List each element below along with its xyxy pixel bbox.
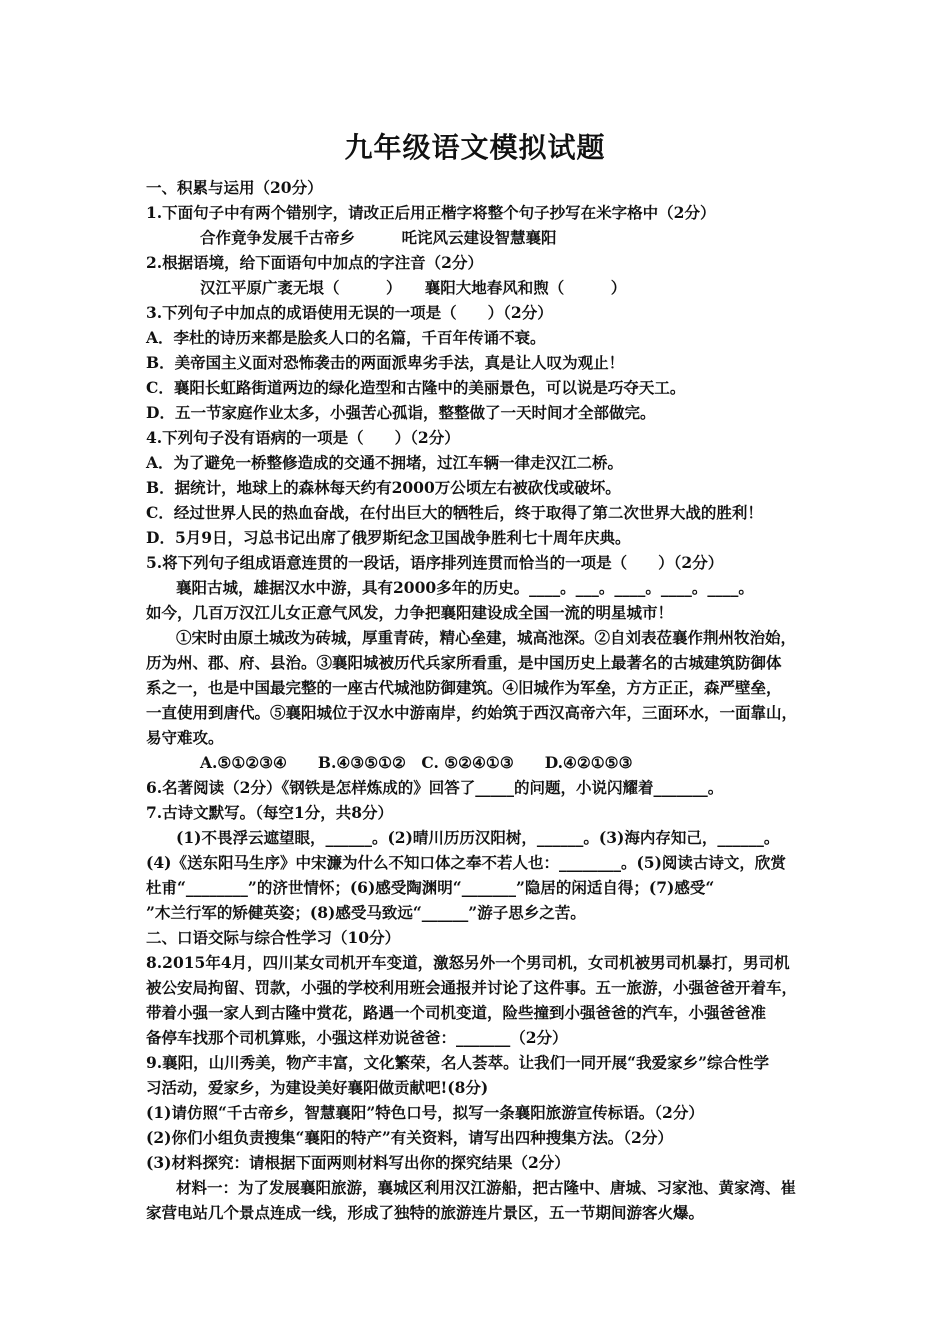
question-text: ”木兰行军的矫健英姿；(8)感受马致远“______”游子思乡之苦。	[146, 903, 586, 922]
page-title: 九年级语文模拟试题	[344, 131, 606, 164]
question-text: 3.下列句子中加点的成语使用无误的一项是（ ）（2分）	[146, 303, 553, 322]
passage-text: 历为州、郡、府、县治。③襄阳城被历代兵家所看重，是中国历史上最著名的古城建筑防御体	[146, 653, 782, 672]
question-text: 8.2015年4月，四川某女司机开车变道，激怒另外一个男司机，女司机被男司机暴打，男司机	[146, 953, 790, 972]
sub-question-text: (1)请仿照“千古帝乡，智慧襄阳”特色口号，拟写一条襄阳旅游宣传标语。（2分）	[146, 1103, 704, 1122]
question-text: 7.古诗文默写。（每空1分，共8分）	[146, 803, 394, 822]
question-text: 4.下列句子没有语病的一项是（ ）（2分）	[146, 428, 460, 447]
question-text: 汉江平原广袤无垠（ ） 襄阳大地春风和煦（ ）	[200, 278, 627, 297]
question-text: 被公安局拘留、罚款，小强的学校利用班会通报并讨论了这件事。五一旅游，小强爸爸开着车，	[146, 978, 798, 997]
question-text: 合作竟争发展千古帝乡 吒诧风云建设智慧襄阳	[200, 228, 557, 247]
option-text: C．襄阳长虹路街道两边的绿化造型和古隆中的美丽景色，可以说是巧夺天工。	[146, 378, 686, 397]
question-text: 如今，几百万汉江儿女正意气风发，力争把襄阳建设成全国一流的明星城市！	[146, 603, 674, 622]
question-text: (4)《送东阳马生序》中宋濂为什么不知口体之奉不若人也：________。(5)阅读古诗文，欣赏	[146, 853, 786, 872]
option-text: C．经过世界人民的热血奋战，在付出巨大的牺牲后，终于取得了第二次世界大战的胜利！	[146, 503, 763, 522]
passage-text: ①宋时由原土城改为砖城，厚重青砖，精心垒建，城高池深。②自刘表莅襄作荆州牧治始，	[176, 628, 797, 647]
material-text: 材料一：为了发展襄阳旅游，襄城区利用汉江游船，把古隆中、唐城、习家池、黄家湾、崔	[176, 1178, 797, 1197]
question-text: 备停车找那个司机算账，小强这样劝说爸爸：_______（2分）	[146, 1028, 568, 1047]
option-text: D．5月9日，习总书记出席了俄罗斯纪念卫国战争胜利七十周年庆典。	[146, 528, 631, 547]
option-text: A．李杜的诗历来都是脍炙人口的名篇，千百年传诵不衰。	[146, 328, 546, 347]
option-text: A．为了避免一桥整修造成的交通不拥堵，过江车辆一律走汉江二桥。	[146, 453, 624, 472]
question-text: 2.根据语境，给下面语句中加点的字注音（2分）	[146, 253, 483, 272]
section-heading: 二、口语交际与综合性学习（10分）	[146, 928, 401, 947]
sub-question-text: (2)你们小组负责搜集“襄阳的特产”有关资料，请写出四种搜集方法。（2分）	[146, 1128, 673, 1147]
passage-text: 易守难攻。	[146, 728, 224, 747]
option-text: B．据统计，地球上的森林每天约有2000万公顷左右被砍伐或破坏。	[146, 478, 621, 497]
question-text: 杜甫“________”的济世情怀；(6)感受陶渊明“_______”隐居的闲适自得；(7)感受“	[146, 878, 715, 897]
section-heading: 一、积累与运用（20分）	[146, 178, 323, 197]
material-text: 家营电站几个景点连成一线，形成了独特的旅游连片景区，五一节期间游客火爆。	[146, 1203, 705, 1222]
passage-text: 系之一，也是中国最完整的一座古代城池防御建筑。④旧城作为军垒，方方正正，森严壁垒，	[146, 678, 782, 697]
question-text: 襄阳古城，雄据汉水中游，具有2000多年的历史。____。___。____。____。____。	[176, 578, 754, 597]
question-text: 带着小强一家人到古隆中赏花，路遇一个司机变道，险些撞到小强爸爸的汽车，小强爸爸准	[146, 1003, 767, 1022]
question-text: 5.将下列句子组成语意连贯的一段话，语序排列连贯而恰当的一项是（ ）（2分）	[146, 553, 724, 572]
question-text: 9.襄阳，山川秀美，物产丰富，文化繁荣，名人荟萃。让我们一同开展“我爱家乡”综合性学	[146, 1053, 770, 1072]
sub-question-text: (3)材料探究：请根据下面两则材料写出你的探究结果（2分）	[146, 1153, 570, 1172]
question-text: (1)不畏浮云遮望眼，______。(2)晴川历历汉阳树，______。(3)海内存知己，______。	[176, 828, 780, 847]
passage-text: 一直使用到唐代。⑤襄阳城位于汉水中游南岸，约始筑于西汉高帝六年，三面环水，一面靠山，	[146, 703, 798, 722]
option-text: D．五一节家庭作业太多，小强苦心孤诣，整整做了一天时间才全部做完。	[146, 403, 656, 422]
option-text: B．美帝国主义面对恐怖袭击的两面派卑劣手法，真是让人叹为观止！	[146, 353, 625, 372]
question-text: 1.下面句子中有两个错别字，请改正后用正楷字将整个句子抄写在米字格中（2分）	[146, 203, 716, 222]
option-text: A.⑤①②③④ B.④③⑤①② C. ⑤②④①③ D.④②①⑤③	[200, 753, 633, 772]
question-text: 6.名著阅读（2分）《钢铁是怎样炼成的》回答了_____的问题，小说闪耀着_______。	[146, 778, 724, 797]
question-text: 习活动，爱家乡，为建设美好襄阳做贡献吧!(8分)	[146, 1078, 489, 1097]
